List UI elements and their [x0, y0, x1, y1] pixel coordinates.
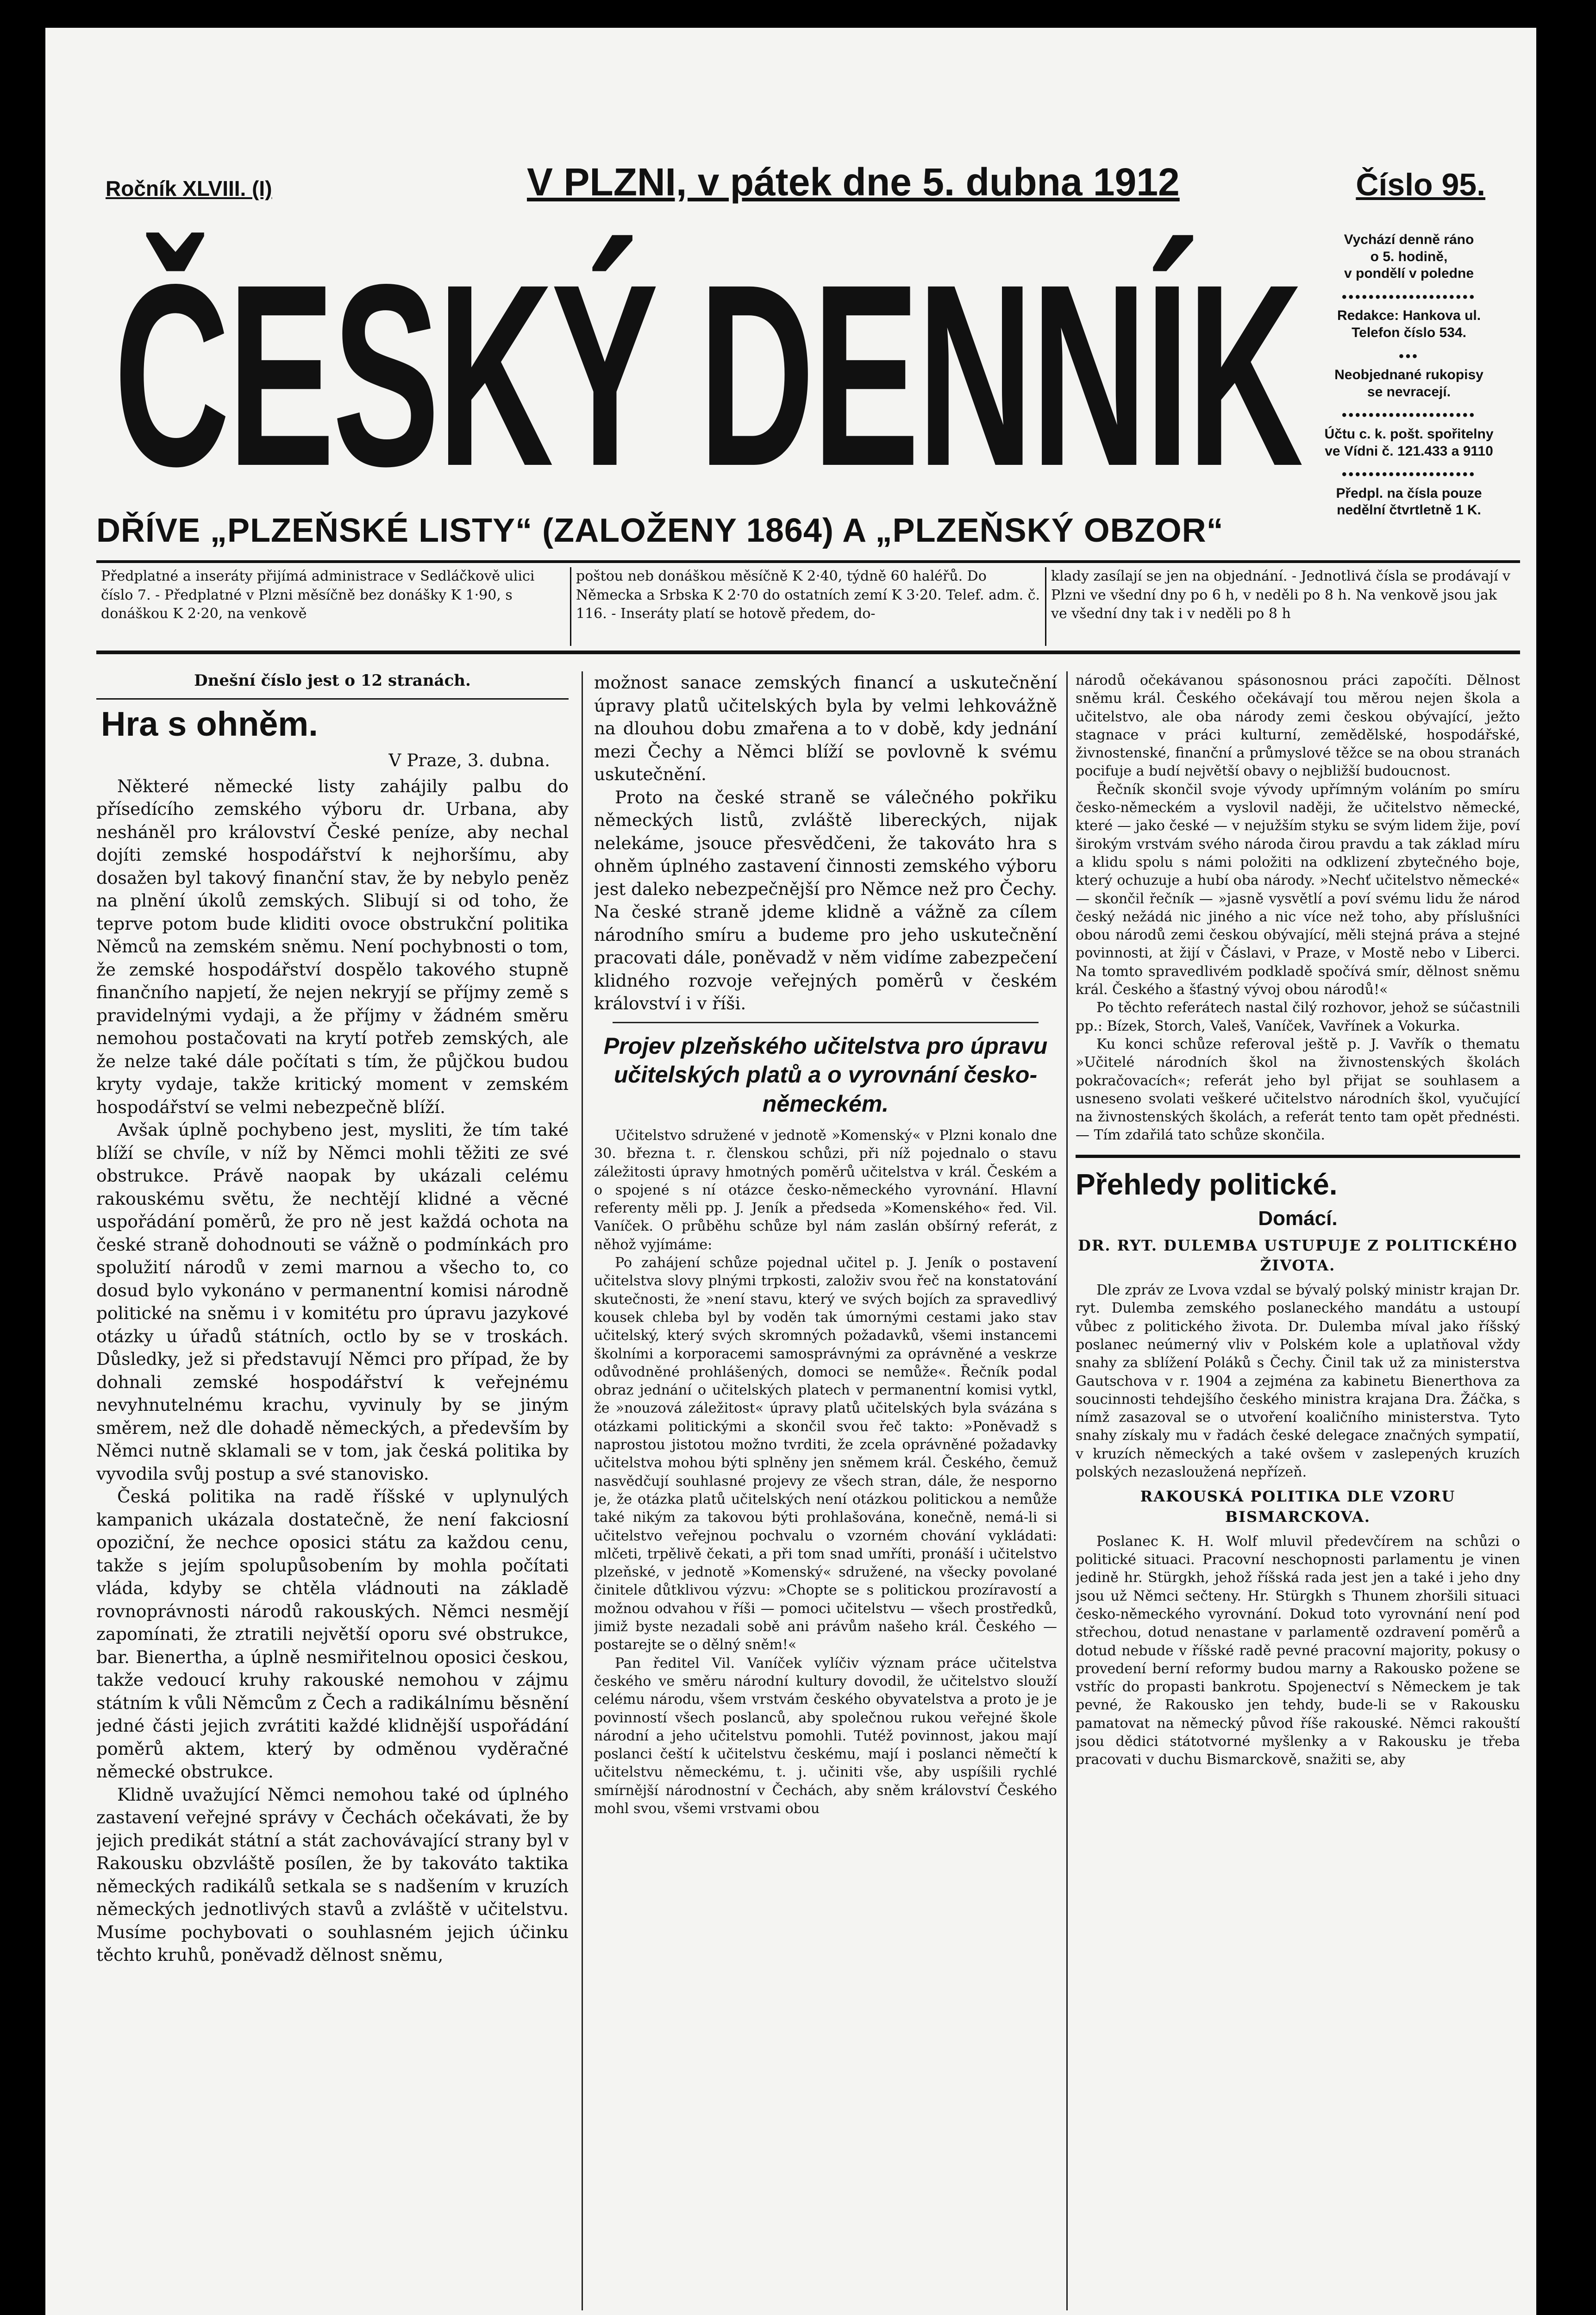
- paragraph: Učitelstvo sdružené v jednotě »Komenský« v Plzni konalo dne 30. března t. r. členskou schůzi, při níž pojednalo o stavu záležitosti úpravy hmotných poměrů učitelstva v král. Českém a o spojené s ní otázce česko-německého vyrovnání. Hlavní referenty měli pp. J. Jeník a předseda »Komenského« řed. Vil. Vaníček. O průběhu schůze byl nám zaslán obšírný referát, z něhož vyjímáme:: [594, 1127, 1057, 1253]
- info-line: nedělní čtvrtletně 1 K.: [1337, 502, 1481, 518]
- issue-number: Číslo 95.: [1356, 167, 1485, 202]
- paragraph: Dle zpráv ze Lvova vzdal se bývalý polský ministr krajan Dr. ryt. Dulemba zemského poslaneckého mandátu a ustoupí vůbec z politického života. Dr. Dulemba míval jako říšský poslanec neúmerný vliv v Polském kole a uplatňoval vždy snahy za sblížení Poláků s Čechy. Činil tak už za ministerstva Gautschova v r. 1904 a zejména za kabinetu Bienerthova za soucinnosti tehdejšího českého ministra krajana Dra. Žáčka, s nímž zasazoval se o utvoření koaličního ministerstva. Tyto snahy získaly mu v řadách české delegace značných sympatií, v kruzích německých a také ovšem v zaslepených kruzích polských nezasloužená nepřízeň.: [1076, 1282, 1520, 1481]
- rule: [1076, 1155, 1520, 1158]
- column-3: [1076, 671, 1520, 2315]
- masthead-subtitle: DŘÍVE „PLZEŇSKÉ LISTY“ (ZALOŽENY 1864) A „PLZEŇSKÝ OBZOR“: [96, 512, 1224, 549]
- rule: [96, 560, 1520, 563]
- info-line: o 5. hodině,: [1370, 249, 1448, 264]
- article-headline: DR. RYT. DULEMBA USTUPUJE Z POLITICKÉHO ŽIVOTA.: [1078, 1236, 1518, 1274]
- info-line: ve Vídni č. 121.433 a 9110: [1325, 443, 1493, 459]
- dot-divider: •••: [1399, 348, 1419, 364]
- info-line: Neobjednané rukopisy: [1334, 367, 1483, 383]
- paragraph: Avšak úplně pochybeno jest, mysliti, že tím také blíží se chvíle, v níž by Němci mohli těžiti ze své obstrukce. Právě naopak by ukázali celému rakouskému světu, že nechtějí klidné a věcné uspořádání poměrů, že pro ně jest každá ochota na české straně dohodnouti se vážně o podmínkách pro spolužití národů v zemi marnou a všecho to, co dosud bylo vykonáno v permanentní komisi národně politické na sněmu i v komitétu pro úpravu jazykové otázky u úřadů státních, octlo by se v troskách. Důsledky, jež si představují Němci pro případ, že by dohnali zemské hospodářství k veřejnému nevyhnutelnému krachu, vyvinuly by se jiným směrem, než dle dohadě německých, a především by Němci nutně sklamali se v tom, jak česká politika by vyvodila svůj postup a své stanovisko.: [96, 1120, 569, 1484]
- date-line: V PLZNI, v pátek dne 5. dubna 1912: [527, 160, 1180, 204]
- article-dateline: V Praze, 3. dubna.: [388, 750, 550, 770]
- page-count-notice: Dnešní číslo jest o 12 stranách.: [194, 671, 471, 690]
- top-line: [106, 153, 1485, 204]
- article-headline: Hra s ohněm.: [101, 705, 318, 743]
- rule: [613, 1022, 1039, 1023]
- rule: [96, 698, 569, 700]
- paragraph: Po těchto referátech nastal čilý rozhovor, jehož se súčastnili pp.: Bízek, Storch, Valeš, Vaníček, Vavřínek a Vokurka.: [1076, 1000, 1520, 1034]
- article-headline: RAKOUSKÁ POLITIKA DLE VZORU BISMARCKOVA.: [1140, 1488, 1456, 1526]
- column-rule: [582, 671, 583, 2310]
- paragraph: Poslanec K. H. Wolf mluvil předevčírem na schůzi o politické situaci. Pracovní neschopnosti parlamentu je vinen jedině hr. Stürgkh, jehož říšská rada jest jen a také i jeho dny jsou už Němci sečteny. Hr. Stürgkh s Thunem zhoršili situaci česko-německého vyrovnání. Dokud toto vyrovnání není pod střechou, dotud nenastane v parlamentě ozdravení poměrů a dotud nebude v říšské radě pevné pracovní majority, pokusy o provedení berní reformy budou marny a Rakousko požene se vstříc do propasti bankrotu. Spojenectví s Německem je tak pevné, že Rakousko jen tehdy, bude-li se v Rakousku pamatovat na německý původ říše rakouské. Němci rakouští jsou dědici státotvorné myšlenky a v Rakousku je třeba pracovati v duchu Bismarckově, snažiti se, aby: [1076, 1533, 1520, 1768]
- article-headline: Projev plzeňského učitelstva pro úpravu učitelských platů a o vyrovnání česko-německém.: [603, 1032, 1048, 1117]
- newspaper-page: [45, 28, 1536, 2315]
- paragraph: Proto na české straně se válečného pokřiku německých listů, zvláště libereckých, nijak nelekáme, jsouce přesvědčeni, že takováto hra s ohněm úplného zastavení činnosti zemského výboru jest daleko nebezpečnější pro Němce než pro Čechy. Na české straně jdeme klidně a vážně za cílem národního smíru a budeme pro jeho uskutečnění pracovati dále, poněvadž v něm vidíme zabezpečení klidného rozvoje veřejných poměrů v českém království i v říši.: [594, 787, 1057, 1014]
- paragraph: Řečník skončil svoje vývody upřímným voláním po smíru česko-německém a vyslovil naději, že učitelstvo německé, které — jako české — v nejužším styku se svým lidem žije, poví širokým vrstvám svého národa čirou pravdu a tak základ míru a klidu spolu s námi položiti na odklizení zbytečného boje, který ochuzuje a hubí oba národy. »Nechť učitelstvo německé« — skončil řečník — »jasně vysvětlí a poví svému lidu že národ český nežádá nic jiného a nic více než toho, aby příslušníci obou národů zemi českou obývající, měli stejná práva a stejné povinnosti, at žijí v Čáslavi, v Praze, v Mostě nebo v Liberci. Na tomto spravedlivém podkladě spočívá smír, dělnost sněmu král. Českého a šťastný vývoj obou národů!«: [1076, 781, 1520, 998]
- section-title: Přehledy politické.: [1076, 1167, 1338, 1201]
- subscription-text: klady zasílají se jen na objednání. - Jednotlivá čísla se prodávají v Plzni ve všední dny po 6 h, v neděli po 8 h. Na venkově jsou jak ve všední dny tak i v neděli po 8 h: [1051, 568, 1511, 622]
- paragraph: možnost sanace zemských financí a uskutečnění úpravy platů učitelských byla by velmi lehkovážně na dlouhou dobu zmařena a to v době, kdy jednání mezi Čechy a Němci blíží se povlovně k svému uskutečnění.: [594, 672, 1057, 784]
- info-line: Účtu c. k. pošt. spořitelny: [1324, 426, 1494, 442]
- info-line: Předpl. na čísla pouze: [1336, 485, 1482, 501]
- info-line: Redakce: Hankova ul.: [1337, 308, 1481, 324]
- paragraph: Klidně uvažující Němci nemohou také od úplného zastavení veřejné správy v Čechách očekávati, že by jejich predikát státní a stát zachovávající strany byl v Rakousku obzvláště posílen, že by takováto taktika německých radikálů setkala se s nadšením v kruzích německých jednotlivých stavů a zvláště v učitelstvu. Musíme pochybovati o souhlasném jejich účinku těchto kruhů, poněvadž dělnost sněmu,: [96, 1784, 569, 1965]
- paragraph: národů očekávanou spásonosnou práci započíti. Dělnost sněmu král. Českého očekávají tou měrou nejen škola a učitelstvo, ale oba národy zemi českou obývající, ježto stagnace v práci kulturní, zemědělské, hospodářské, živnostenské, finanční a průmyslové těžce se na obou stranách pocifuje a budí největší obavy o nejbližší budoucnost.: [1076, 672, 1520, 780]
- paragraph: Pan ředitel Vil. Vaníček vylíčiv význam práce učitelstva českého ve směru národní kultury dovodil, že učitelstvo slouží celému národu, všem vrstvám českého obyvatelstva a proto je je povinností všech poslanců, aby společnou rukou veřejné škole národní a jeho učitelstvu pomohli. Tutéž povinnost, jakou mají poslanci čeští k učitelstvu českému, mají i poslanci němečtí k učitelstvu německému, t. j. učiniti vše, aby uspíšili rychlé smírnější národnostní v Čechách, aby sněm království Českého mohl svou, všemi vrstvami obou: [594, 1655, 1057, 1817]
- info-line: v pondělí v poledne: [1344, 266, 1474, 282]
- info-line: Vychází denně ráno: [1344, 232, 1474, 247]
- column-1: [96, 671, 569, 2315]
- subscription-strip: [96, 567, 1520, 646]
- paragraph: Ku konci schůze referoval ještě p. J. Vavřík o thematu »Učitelé národních škol na živnostenských školách pokračovacích«; referát jeho byl přijat se souhlasem a usneseno svolati veškeré učitelstvo národních škol, vyučující na živnostenských školách, a referát tento tam opět přednésti. — Tím zdařilá tato schůze skončila.: [1076, 1036, 1520, 1144]
- paragraph: Česká politika na radě říšské v uplynulých kampanich ukázala dostatečně, že není fakciosní opoziční, že nechce oposici státu za každou cenu, takže s jejím spolupůsobením by mohla počítati vláda, kdyby se chtěla vládnouti na základě rovnoprávnosti národů rakouských. Němci nesmějí zapomínati, že ztratili největší oporu své obstrukce, bar. Bienertha, a úplně nesmiřitelnou oposici českou, takže vedoucí kruhy rakouské nemohou v zájmu státním k vůli Němcům z Čech a radikálnímu běsnění jedné části jejich zvrátiti každé klidnější uspořádání poměrů aktem, který by odměnou vyděračné německé obstrukce.: [96, 1486, 569, 1782]
- rule: [96, 651, 1520, 654]
- paragraph: Po zahájení schůze pojednal učitel p. J. Jeník o postavení učitelstva slovy plnými trpkosti, založiv svou řeč na konstatování skutečnosti, že »není stavu, který ve svých bojích za spravedlivý kousek chleba byl by voděn tak úmornými cestami jako stav učitelský, který svých skromných požadavků, všemi instancemi školními a korporacemi samosprávnými za oprávněné a veskrze odůvodněné prohlášených, domoci se nemůže«. Řečník podal obraz jednání o učitelských platech v permanentní komisi vytkl, že »nouzová záležitost« úpravy platů učitelských byla svázána s otázkami politickými a skončil svou řeč takto: »Poněvadž s naprostou jistotou možno tvrditi, že zcela oprávněné požadavky učitelstva mohou býti splněny jen sněmem král. Českého, čemuž nasvědčují souhlasné projevy ze všech stran, dále, že nesporno je, že otázka platů učitelských není otázkou politickou a nemůže také nikým za takovou býti prohlašována, konečně, nemá-li si učitelstvo veřejnou pochvalu o vzorném chování vykládati: mlčeti, trpělivě čekati, a při tom snad umříti, pronáší i učitelstvo plzeňské, v jednotě »Komenský« sdružené, na všecky povolané činitele důtklivou výzvu: »Chopte se s politickou prozíravostí a možnou odvahou v říši — pomoci učitelstvu — všech prostředků, jimiž byste nezadali sobě ani právům našeho král. Českého — postarejte se o dělný sněm!«: [594, 1255, 1057, 1653]
- column-rule: [1066, 671, 1068, 2310]
- info-line: se nevracejí.: [1367, 384, 1451, 400]
- subscription-text: poštou neb donáškou měsíčně K 2·40, týdně 60 haléřů. Do Německa a Srbska K 2·70 do ostatních zemí K 3·20. Telef. adm. č. 116. - Inseráty platí se hotově předem, do-: [571, 567, 1046, 646]
- paragraph: Některé německé listy zahájily palbu do přísedícího zemského výboru dr. Urbana, aby nesháněl pro království České peníze, aby nechal dojíti zemské hospodářství k nejhoršímu, aby dosažen byl takový finanční stav, že by nebylo peněz na plnění úkolů zemských. Slibují si od toho, že teprve potom bude kliditi ovoce obstrukční politika Němců na zemském sněmu. Není pochybnosti o tom, že zemské hospodářství dospělo takového stupně finančního napjetí, že nejen nekryjí se příjmy země s pravidelnými vydaji, a že příjmy v žádném směru nemohou postačovati na krytí potřeb zemských, ale že nelze také dále počítati s tím, že půjčkou budou kryty vydaje, takže kritický moment v zemském hospodářství se velmi nebezpečně blíží.: [96, 776, 569, 1117]
- dot-divider: ••••••••••••••••••••: [1341, 407, 1477, 423]
- masthead-title: ČESKÝ DENNÍK: [113, 230, 1302, 520]
- volume-label: Ročník XLVIII. (I): [106, 176, 272, 200]
- dot-divider: ••••••••••••••••••••: [1341, 467, 1477, 482]
- masthead: [113, 230, 1302, 520]
- subscription-text: Předplatné a inseráty přijímá administrace v Sedláčkově ulici číslo 7. - Předplatné v Plzni měsíčně bez donášky K 1·90, s donáškou K 2·20, na venkově: [96, 567, 571, 646]
- subsection-title: Domácí.: [1258, 1207, 1338, 1230]
- info-line: Telefon číslo 534.: [1352, 325, 1466, 340]
- publication-info: [1298, 232, 1520, 526]
- column-2: [594, 671, 1057, 2315]
- dot-divider: ••••••••••••••••••••: [1341, 289, 1477, 305]
